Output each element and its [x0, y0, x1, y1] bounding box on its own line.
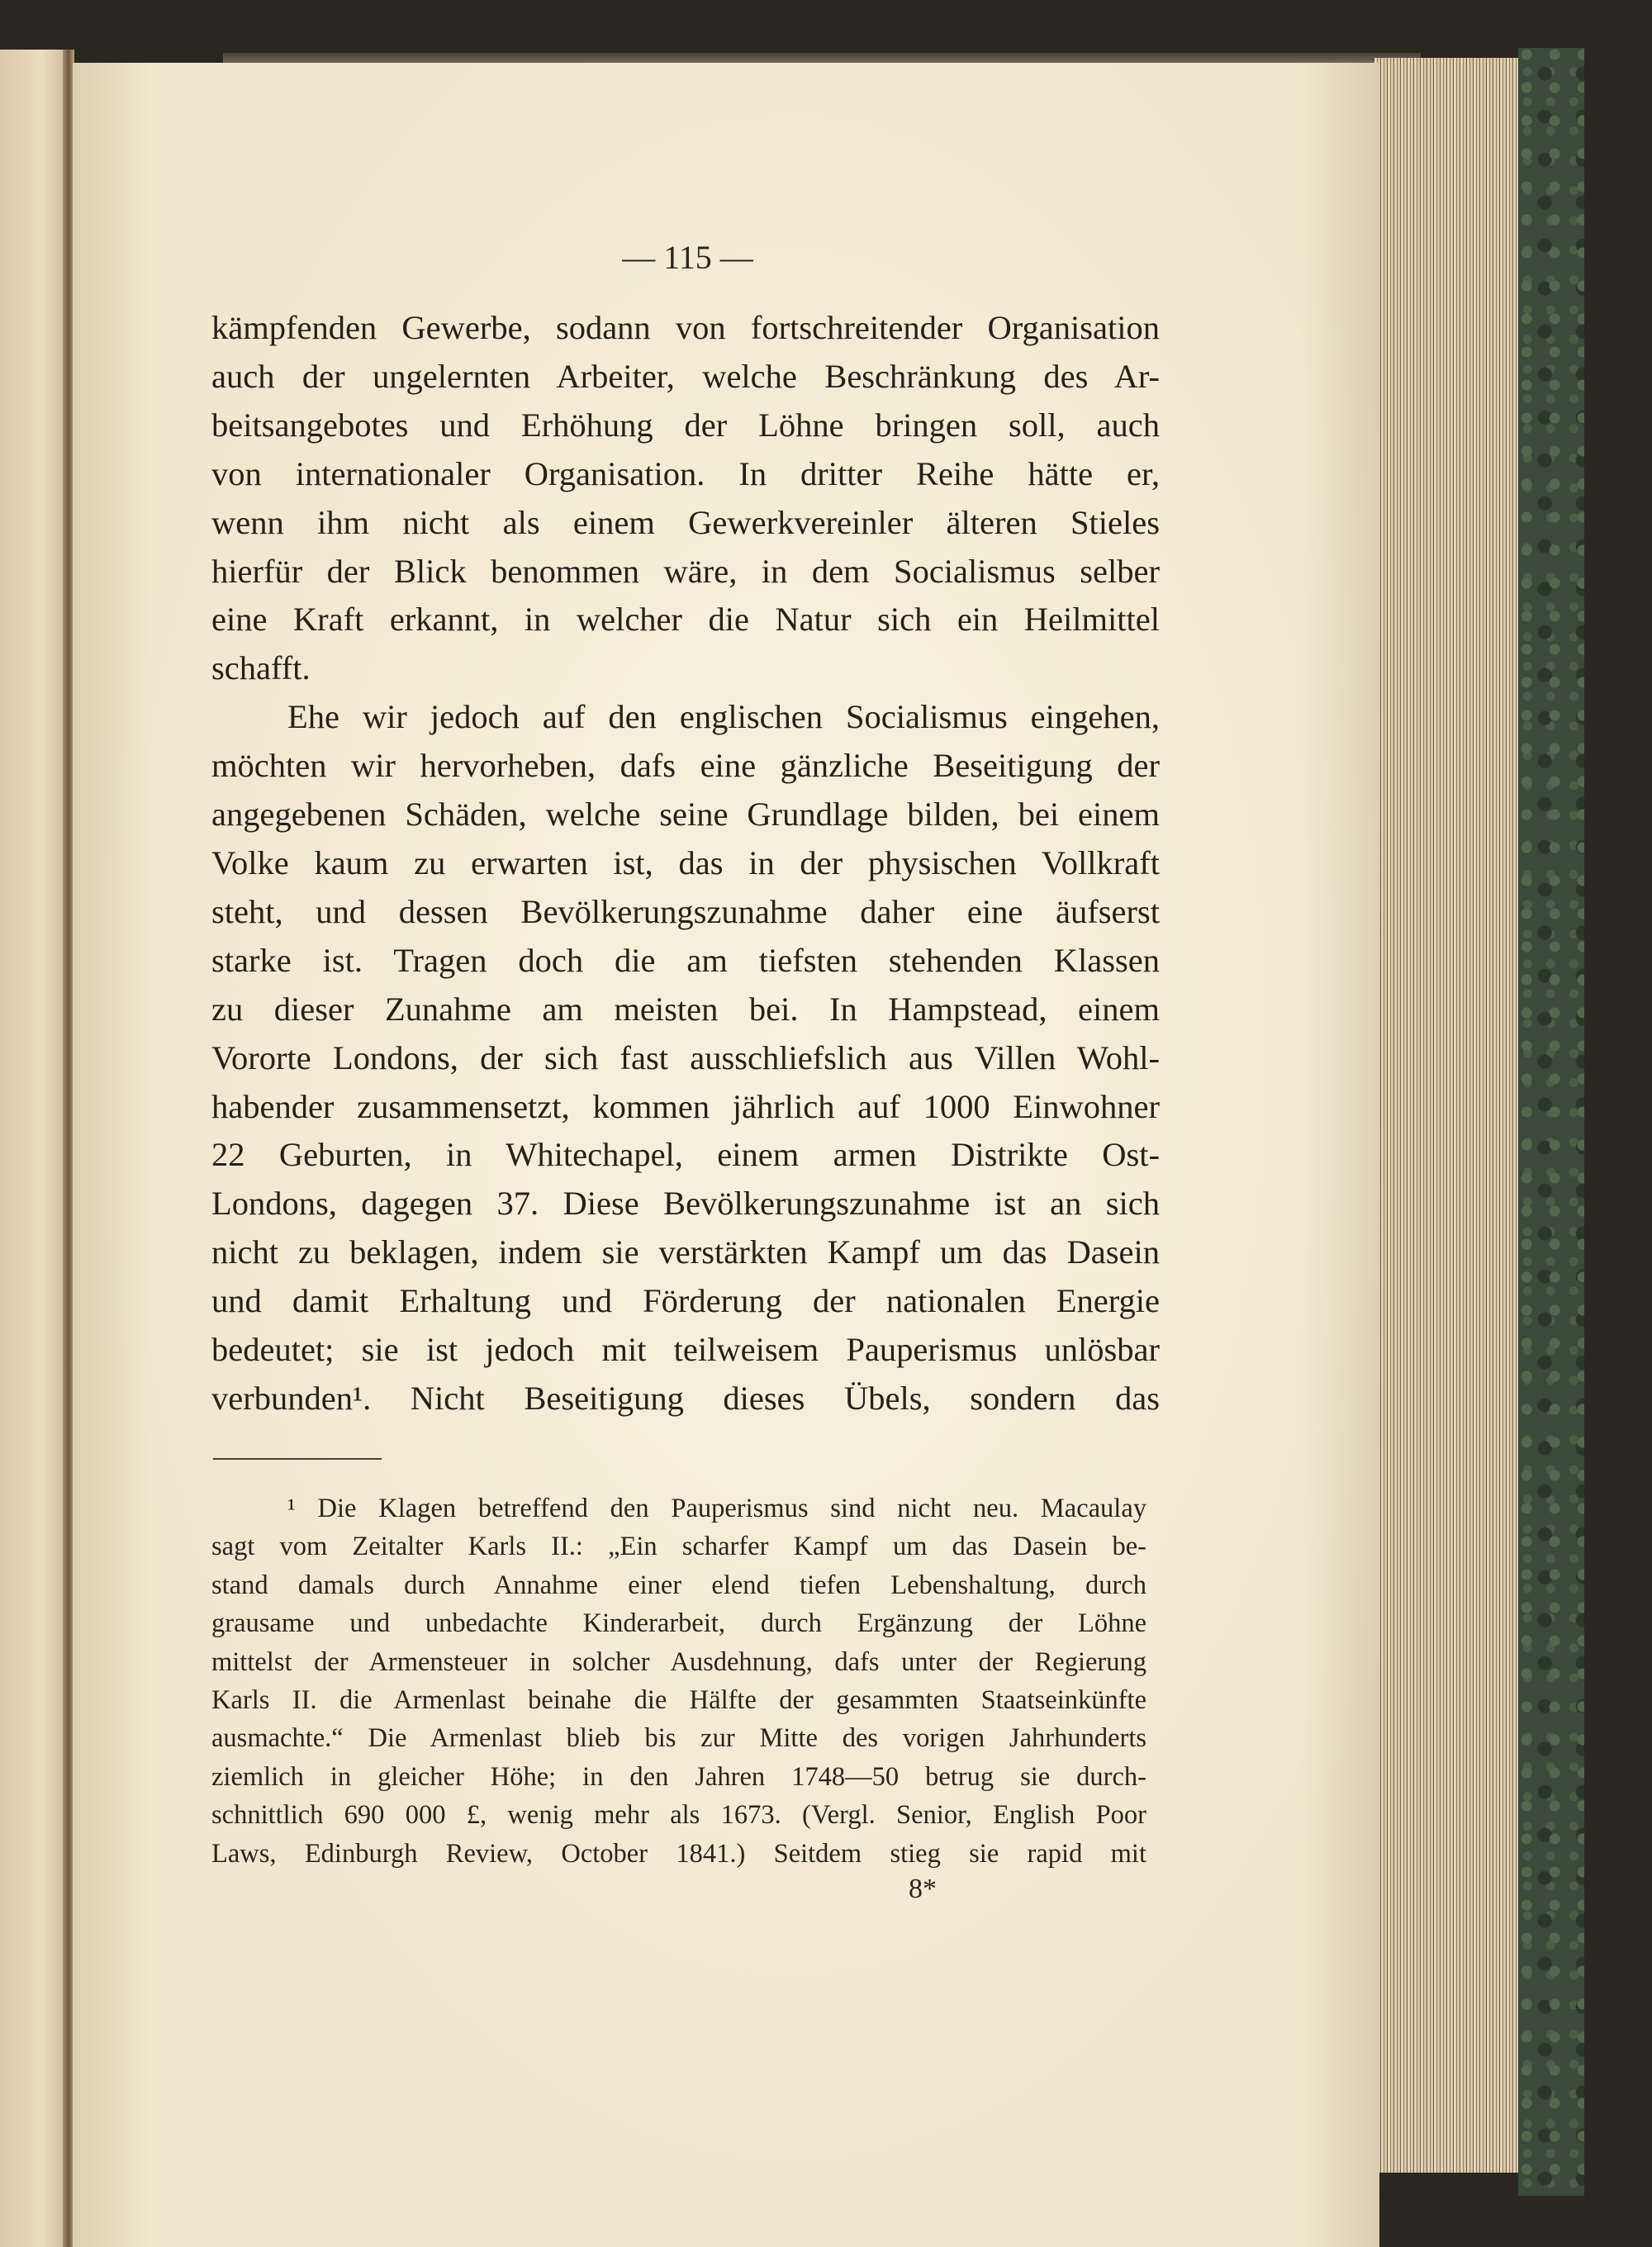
footnote-line: grausame und unbedachte Kinderarbeit, durch Ergänzung der Löhne	[211, 1608, 1146, 1639]
footnote-separator	[213, 1458, 382, 1460]
text-line: verbunden¹. Nicht Beseitigung dieses Übels, sondern das	[211, 1379, 1160, 1417]
main-text-block	[211, 304, 1160, 1423]
footnote-line: Laws, Edinburgh Review, October 1841.) Seitdem stieg sie rapid mit	[211, 1838, 1146, 1869]
facing-page-edge	[0, 50, 69, 2247]
text-line: auch der ungelernten Arbeiter, welche Beschränkung des Ar-	[211, 357, 1160, 395]
footnote-line: ziemlich in gleicher Höhe; in den Jahren 1748—50 betrug sie durch-	[211, 1761, 1146, 1792]
signature-mark: 8*	[909, 1874, 937, 1904]
text-line: möchten wir hervorheben, dafs eine gänzliche Beseitigung der	[211, 747, 1160, 785]
footnote-line: ¹ Die Klagen betreffend den Pauperismus sind nicht neu. Macaulay	[287, 1494, 1146, 1523]
text-line: beitsangebotes und Erhöhung der Löhne bringen soll, auch	[211, 406, 1160, 444]
footnote-line: mittelst der Armensteuer in solcher Ausdehnung, dafs unter der Regierung	[211, 1646, 1146, 1677]
page-number-header: — 115 —	[622, 239, 753, 276]
footnote-line: Karls II. die Armenlast beinahe die Hälfte der gesammten Staatseinkünfte	[211, 1685, 1146, 1716]
footnote-line: sagt vom Zeitalter Karls II.: „Ein scharfer Kampf um das Dasein be-	[211, 1532, 1146, 1562]
text-line: Londons, dagegen 37. Diese Bevölkerungszunahme ist an sich	[211, 1185, 1160, 1223]
text-line: von internationaler Organisation. In dritter Reihe hätte er,	[211, 454, 1160, 492]
text-line: habender zusammensetzt, kommen jährlich auf 1000 Einwohner	[211, 1087, 1160, 1125]
text-line: und damit Erhaltung und Förderung der nationalen Energie	[211, 1282, 1160, 1320]
text-line: starke ist. Tragen doch die am tiefsten stehenden Klassen	[211, 941, 1160, 979]
text-line: bedeutet; sie ist jedoch mit teilweisem Pauperismus unlösbar	[211, 1331, 1160, 1369]
text-line: 22 Geburten, in Whitechapel, einem armen Distrikte Ost-	[211, 1136, 1160, 1174]
text-line: steht, und dessen Bevölkerungszunahme daher eine äufserst	[211, 892, 1160, 930]
text-line: Ehe wir jedoch auf den englischen Socialismus eingehen,	[287, 698, 1160, 736]
text-line: zu dieser Zunahme am meisten bei. In Hampstead, einem	[211, 990, 1160, 1028]
text-line: Vororte Londons, der sich fast ausschliefslich aus Villen Wohl-	[211, 1038, 1160, 1076]
text-line: hierfür der Blick benommen wäre, in dem Socialismus selber	[211, 552, 1160, 590]
text-line: eine Kraft erkannt, in welcher die Natur sich ein Heilmittel	[211, 601, 1160, 639]
text-line: nicht zu beklagen, indem sie verstärkten Kampf um das Dasein	[211, 1233, 1160, 1271]
page-stack-edges	[1374, 58, 1523, 2173]
footnote-line: stand damals durch Annahme einer elend tiefen Lebenshaltung, durch	[211, 1570, 1146, 1600]
footnote-line: schnittlich 690 000 £, wenig mehr als 1673. (Vergl. Senior, English Poor	[211, 1800, 1146, 1831]
text-line: angegebenen Schäden, welche seine Grundlage bilden, bei einem	[211, 796, 1160, 834]
text-line: kämpfenden Gewerbe, sodann von fortschreitender Organisation	[211, 309, 1160, 346]
text-line: schafft.	[211, 649, 311, 687]
marbled-cover-board	[1518, 48, 1589, 2196]
footnote-line: ausmachte.“ Die Armenlast blieb bis zur Mitte des vorigen Jahrhunderts	[211, 1723, 1146, 1754]
text-line: wenn ihm nicht als einem Gewerkvereinler älteren Stieles	[211, 503, 1160, 541]
footnote-block	[211, 1489, 1146, 1873]
text-line: Volke kaum zu erwarten ist, das in der physischen Vollkraft	[211, 843, 1160, 881]
